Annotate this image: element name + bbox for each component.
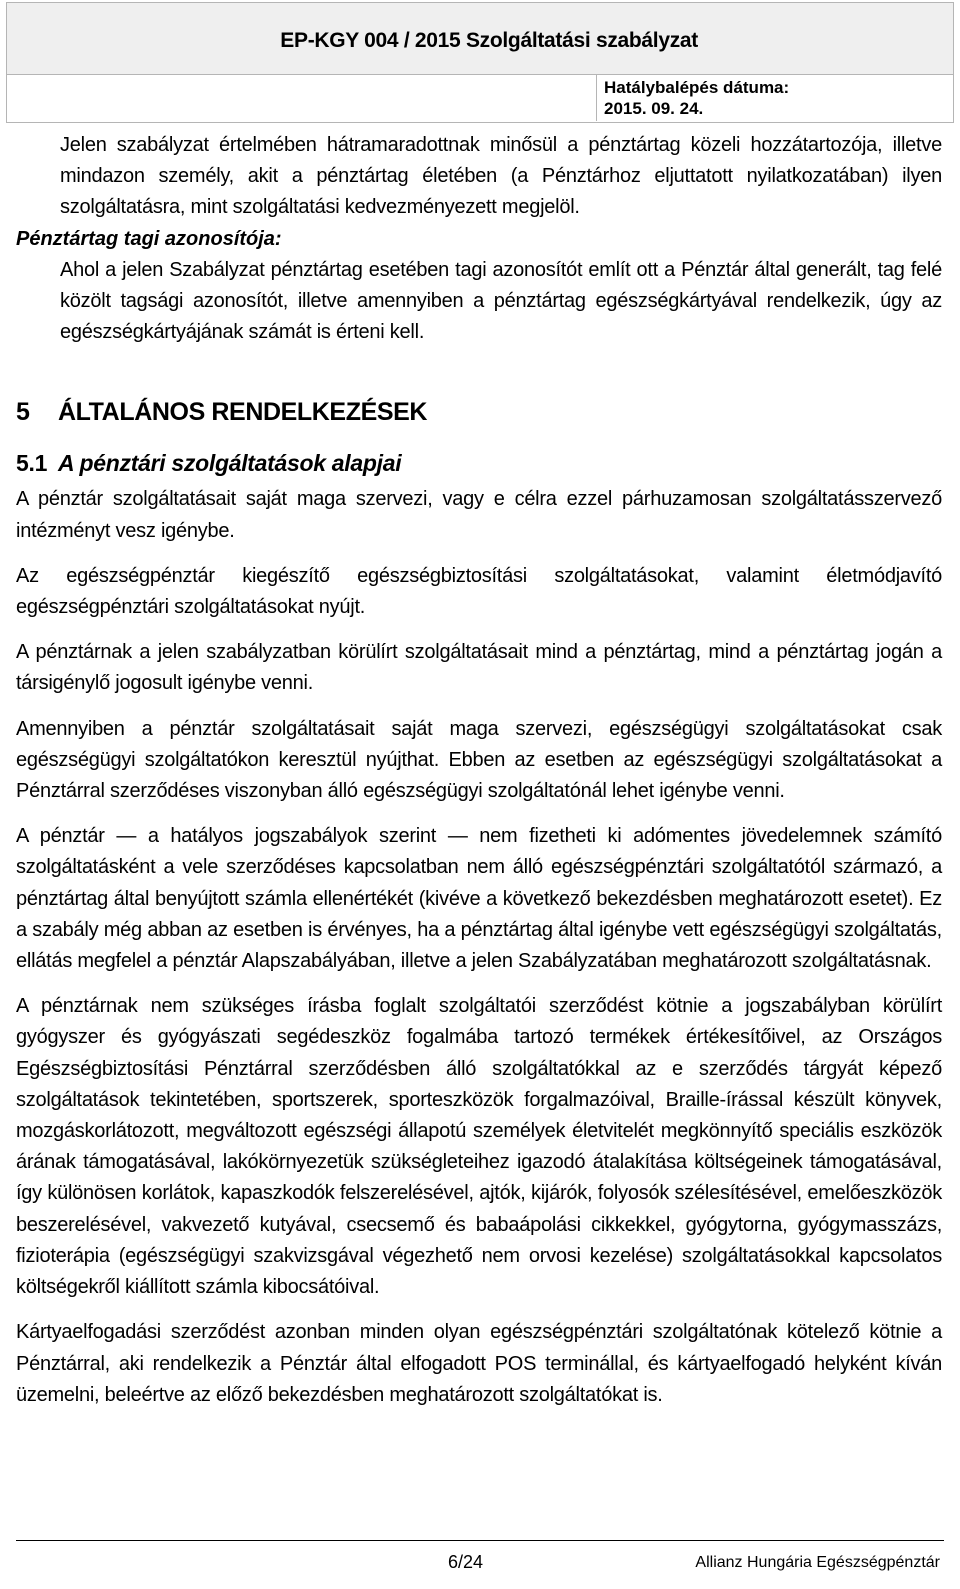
section-title: ÁLTALÁNOS RENDELKEZÉSEK	[58, 398, 428, 427]
effective-date-value: 2015. 09. 24.	[604, 99, 704, 118]
paragraph: A pénztár — a hatályos jogszabályok szerint — nem fizetheti ki adómentes jövedelemnek számító szolgáltatásként a vele szerződéses kapcsolatban nem álló egészségpénztári szolgáltatótól származó, a pénztártag által benyújtott számla ellenértékét (kivéve a következő bekezdésben meghatározott esetet). Ez a szabály még abban az esetben is érvényes, ha a pénztártag által igénybe vett egészségügyi szolgáltatás, ellátás megfelel a pénztár Alapszabályában, illetve a jelen Szabályzatában meghatározott szolgáltatásnak.	[16, 825, 942, 973]
section-heading	[16, 394, 942, 430]
company-name: Allianz Hungária Egészségpénztár	[695, 1554, 940, 1571]
paragraph: A pénztárnak a jelen szabályzatban körülírt szolgáltatásait mind a pénztártag, mind a pénztártag jogán a társigénylő jogosult igénybe venni.	[16, 641, 942, 695]
subsection-title: A pénztári szolgáltatások alapjai	[58, 450, 402, 477]
footer-rule	[16, 1540, 944, 1541]
header-title-cell	[6, 2, 954, 75]
paragraph: A pénztárnak nem szükséges írásba foglalt szolgáltatói szerződést kötnie a jogszabályban körülírt gyógyszer és gyógyászati segédeszköz fogalmába tartozó termékek értékesítőivel, az Országos Egészségbiztosítási Pénztárral szerződésben álló szolgáltatókkal az e szerződés tárgyát képező szolgáltatások tekintetében, sportszerek, sporteszközök forgalmazóival, Braille-írással készült könyvek, mozgáskorlátozott, megváltozott egészségi állapotú személyek életvitelét megkönnyítő speciális eszközök árának támogatásával, lakókörnyezetük szükségleteihez igazodó átalakítása költségeinek támogatásával, így különösen korlátok, kapaszkodók felszerelésével, ajtók, kijárók, folyosók szélesítésével, emelőeszközök beszerelésével, vakvezető kutyával, csecsemő és babaápolási cikkekkel, gyógytorna, gyógymasszázs, fizioterápia (egészségügyi szakvizsgával végezhető nem orvosi kezelése) szolgáltatásokkal kapcsolatos költségekről kiállított számla kibocsátóival.	[16, 995, 942, 1299]
document-body	[16, 130, 942, 1411]
paragraph: Az egészségpénztár kiegészítő egészségbiztosítási szolgáltatásokat, valamint életmódjavító egészségpénztári szolgáltatásokat nyújt.	[16, 564, 942, 619]
subsection-number: 5.1	[16, 450, 48, 477]
definition-heading: Pénztártag tagi azonosítója:	[16, 227, 282, 250]
page-number: 6/24	[448, 1552, 484, 1572]
paragraph: Amennyiben a pénztár szolgáltatásait saját maga szervezi, egészségügyi szolgáltatásokat csak egészségügyi szolgáltatókon keresztül nyújthat. Ebben az esetben az egészségügyi szolgáltatásokat a Pénztárral szerződéses viszonyban álló egészségügyi szolgáltatónál lehet igénybe venni.	[16, 717, 942, 803]
document-title: EP-KGY 004 / 2015 Szolgáltatási szabályzat	[280, 29, 698, 52]
paragraph: Kártyaelfogadási szerződést azonban minden olyan egészségpénztári szolgáltatónak kötelező kötnie a Pénztárral, aki rendelkezik a Pénztár által elfogadott POS terminállal, és kártyaelfogadó helyként kíván üzemelni, beleértve az előző bekezdésben meghatározott szolgáltatókat is.	[16, 1321, 942, 1406]
header-date-row	[6, 75, 954, 123]
definition-text: Ahol a jelen Szabályzat pénztártag esetében tagi azonosítót említ ott a Pénztár által generált, tag felé közölt tagsági azonosítót, illetve amennyiben a pénztártag egészségkártyával rendelkezik, úgy az egészségkártyájának számát is érteni kell.	[60, 258, 942, 344]
header-cell-divider	[596, 75, 597, 121]
paragraph: A pénztár szolgáltatásait saját maga szervezi, vagy e célra ezzel párhuzamosan szolgáltatásszervező intézményt vesz igénybe.	[16, 488, 942, 542]
intro-paragraph: Jelen szabályzat értelmében hátramaradottnak minősül a pénztártag közeli hozzátartozója, illetve mindazon személy, akit a pénztártag életében (a Pénztárhoz eljuttatott nyilatkozatában) ilyen szolgáltatásra, mint szolgáltatási kedvezményezett megjelöl.	[60, 134, 942, 219]
page-footer	[0, 1540, 960, 1589]
section-number: 5	[16, 398, 30, 427]
effective-date-label: Hatálybalépés dátuma:	[604, 78, 790, 97]
subsection-heading	[16, 446, 942, 480]
